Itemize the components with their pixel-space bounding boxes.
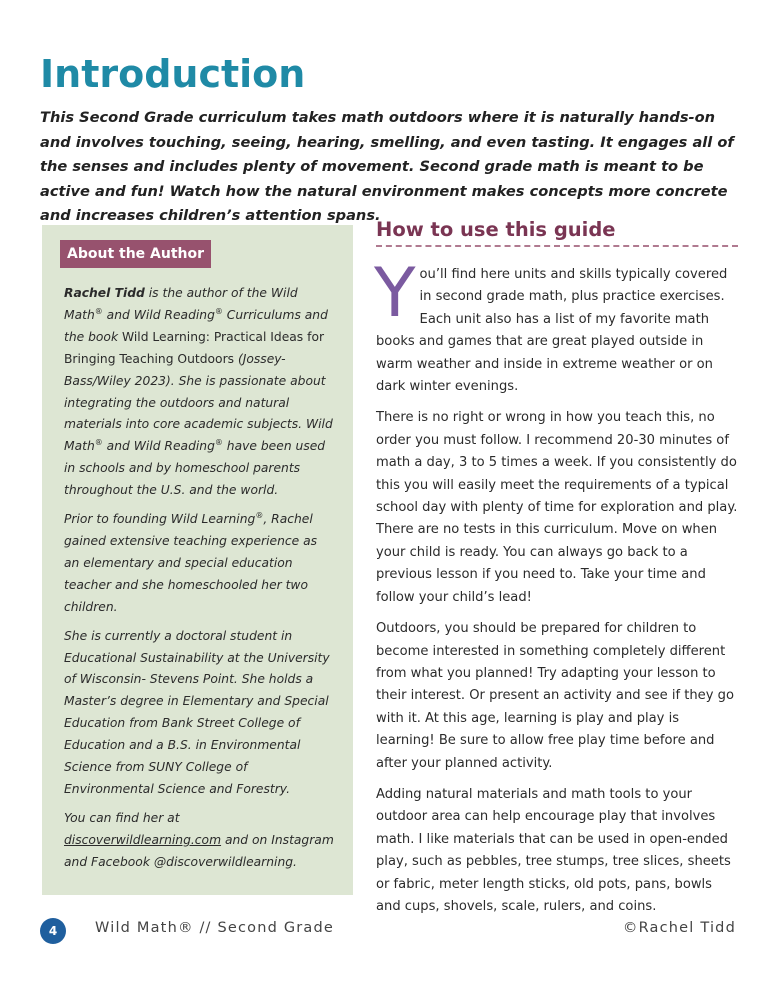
guide-paragraph-3: Outdoors, you should be prepared for children to become interested in something completely different from what you planned! Try adapting your lesson to their interest. Or present an activity and see if they go with it. At this age, learning is play and play is learning! Be sure to allow free play time before and after your planned activity.: [376, 621, 734, 771]
registered-mark: ®: [214, 438, 223, 448]
bio-text: and on Instagram and Facebook @discoverwildlearning.: [64, 832, 334, 869]
website-link[interactable]: discoverwildlearning.com: [64, 832, 222, 847]
registered-mark: ®: [94, 438, 103, 448]
author-bio-paragraph: [64, 283, 336, 502]
about-author-body: [64, 283, 336, 881]
guide-paragraph-4: Adding natural materials and math tools to your outdoor area can help encourage play that involves math. I like materials that can be used in open-ended play, such as pebbles, tree stumps, tree slices, sheets or fabric, meter length sticks, old pots, pans, bowls and cups, shovels, scale, rulers, and coins.: [376, 786, 731, 914]
registered-mark: ®: [214, 306, 223, 316]
bio-text: and Wild Reading: [102, 439, 215, 454]
footer-title: Wild Math® // Second Grade: [95, 920, 335, 936]
drop-cap: Y: [374, 254, 416, 333]
footer-copyright: ©Rachel Tidd: [622, 920, 736, 936]
bio-text: and Wild Reading: [102, 307, 215, 322]
guide-body: [374, 254, 740, 927]
bio-text: (Jossey-Bass/Wiley 2023). She is passionate about integrating the outdoors and natural materials into core academic subjects. Wild Math: [64, 351, 333, 454]
registered-mark: ®: [94, 306, 103, 316]
author-name: Rachel Tidd: [64, 286, 145, 300]
bio-text: Curriculums and the book: [64, 307, 328, 344]
about-author-label: About the Author: [60, 240, 211, 268]
page-footer: [0, 918, 768, 946]
author-education-paragraph: She is currently a doctoral student in Educational Sustainability at the University of Wisconsin- Stevens Point. She holds a Master’s degree in Elementary and Special Education from Bank Street College of Education and a B.S. in Environmental Science from SUNY College of Environmental Science and Forestry.: [64, 628, 330, 796]
guide-text: ou’ll find here units and skills typically covered in second grade math, plus practice exercises. Each unit also has a list of my favorite math books and games that are great played outside in warm weather and inside in extreme weather or on dark winter evenings.: [376, 267, 728, 395]
bio-text: is the author of the Wild Math: [64, 286, 298, 322]
bio-text: have been used in schools and by homeschool parents throughout the U.S. and the world.: [64, 439, 326, 498]
guide-paragraph-1: [374, 254, 740, 398]
page-title: Introduction: [40, 52, 306, 96]
bio-text: , Rachel gained extensive teaching experience as an elementary and special education teacher and she homeschooled her two children.: [64, 512, 318, 614]
registered-mark: ®: [255, 510, 264, 520]
bio-text: Prior to founding Wild Learning: [64, 512, 256, 527]
author-experience-paragraph: [64, 509, 336, 619]
guide-paragraph-2: There is no right or wrong in how you teach this, no order you must follow. I recommend 20-30 minutes of math a day, 3 to 5 times a week. If you consistently do this you will easily meet the requirements of a typical school day with plenty of time for exploration and play. There are no tests in this curriculum. Move on when your child is ready. You can always go back to a previous lesson if you need to. Take your time and follow your child’s lead!: [376, 410, 738, 605]
author-contact-paragraph: [64, 808, 336, 874]
bio-text: You can find her at: [64, 810, 180, 825]
about-author-sidebar: [42, 225, 353, 895]
page-number-badge: 4: [40, 918, 66, 944]
guide-heading: How to use this guide: [376, 218, 738, 247]
intro-paragraph: This Second Grade curriculum takes math outdoors where it is naturally hands-on and involves touching, seeing, hearing, smelling, and even tasting. It engages all of the senses and includes plenty of movement. Second grade math is meant to be active and fun! Watch how the natural environment makes concepts more concrete and increases children’s attention spans.: [40, 109, 734, 224]
book-title: Wild Learning: Practical Ideas for Bringing Teaching Outdoors: [64, 329, 325, 366]
